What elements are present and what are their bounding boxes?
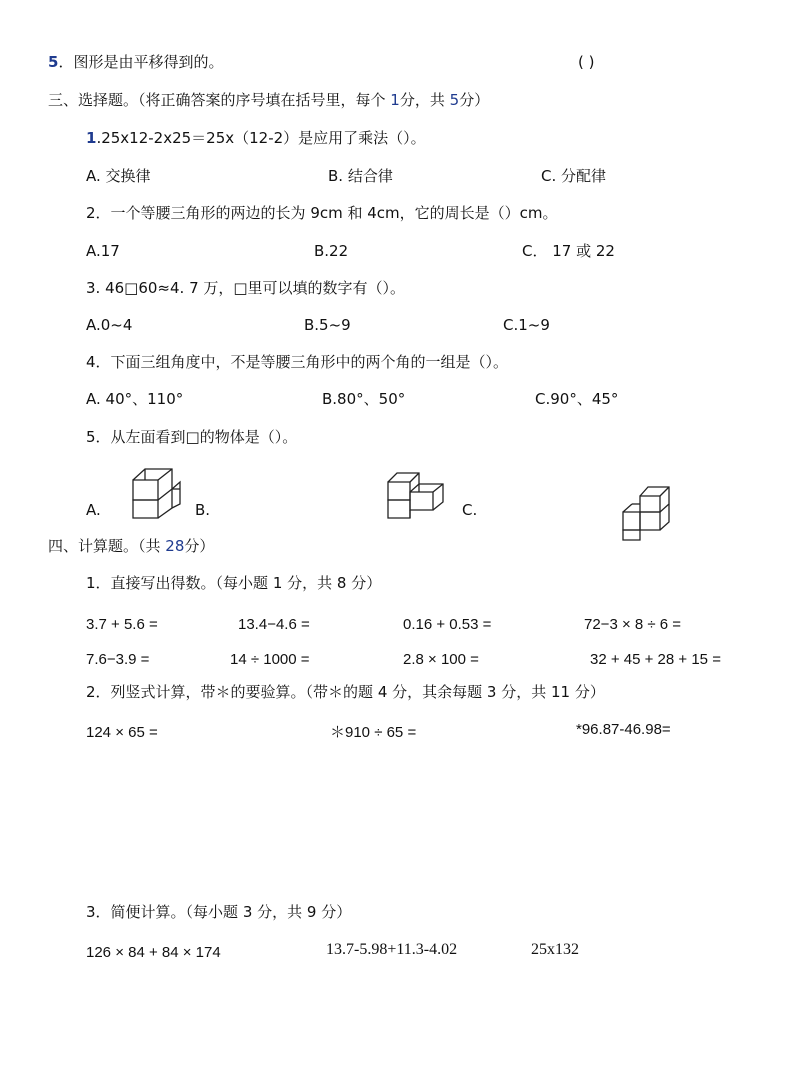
choice-q3-text: 3. 46□60≈4. 7 万，□里可以填的数字有（）。 <box>86 279 406 297</box>
choice-q2-option-b: B.22 <box>314 242 349 260</box>
judge-q5-number: 5 <box>48 53 59 71</box>
part-2-item-1: 124 × 65 = <box>86 724 158 741</box>
part-2-title: 2．列竖式计算，带＊的要验算。（带＊的题 4 分，其余每题 3 分，共 11 分） <box>86 683 605 701</box>
choice-q1-number: 1 <box>86 129 97 147</box>
part-3-item-3: 25x132 <box>531 941 579 958</box>
part-2-item-2: ＊910 ÷ 65 = <box>330 724 417 741</box>
choice-q1-option-b: B. 结合律 <box>328 167 393 185</box>
cube-b-right-front <box>410 492 433 510</box>
choice-q1-text: .25x12-2x25＝25x（12-2）是应用了乘法（）。 <box>96 129 426 147</box>
section-3-title <box>48 90 489 110</box>
cube-figure-c <box>620 482 676 544</box>
choice-q4-option-a: A. 40°、110° <box>86 390 184 408</box>
section-3-title-text: 三、选择题。（将正确答案的序号填在括号里，每个 <box>48 91 386 109</box>
part-1-item-3: 0.16 + 0.53 = <box>403 616 492 633</box>
cube-a-side <box>172 482 180 508</box>
choice-q1-option-a: A. 交换律 <box>86 167 151 185</box>
cube-c-left <box>623 512 640 530</box>
part-1-item-5: 7.6−3.9 = <box>86 651 150 668</box>
cube-c-edge2 <box>623 504 632 512</box>
judge-q5-text: ．图形是由平移得到的。 <box>58 53 224 71</box>
cube-b-edge2 <box>433 484 443 492</box>
section-3-total: 5 <box>449 91 460 109</box>
choice-q3-option-c: C.1~9 <box>503 316 550 334</box>
section-3-mid: 分，共 <box>399 91 445 109</box>
choice-q5-option-b: B. <box>195 501 211 519</box>
section-4-title <box>48 536 214 556</box>
cube-c-top <box>640 496 660 512</box>
cube-a-front-bottom <box>133 500 158 518</box>
choice-q2-option-c: C． 17 或 22 <box>522 242 615 260</box>
choice-q5-option-c: C. <box>462 501 478 519</box>
part-3-item-2: 13.7-5.98+11.3-4.02 <box>326 941 458 958</box>
cube-c-left-bottom <box>623 530 640 540</box>
choice-q5-option-a: A. <box>86 501 101 519</box>
choice-q4-text: 4．下面三组角度中，不是等腰三角形中的两个角的一组是（）。 <box>86 353 509 371</box>
choice-q5-text: 5．从左面看到□的物体是（）。 <box>86 428 298 446</box>
section-4-score: 28 <box>165 537 185 555</box>
cube-b-front-top <box>388 482 410 500</box>
cube-a-edge <box>158 469 172 480</box>
choice-q1 <box>86 128 426 148</box>
choice-q4-option-b: B.80°、50° <box>322 390 406 408</box>
section-4-title-text: 四、计算题。（共 <box>48 537 161 555</box>
section-3-per-score: 1 <box>390 91 400 109</box>
cube-a-front-top <box>133 480 158 500</box>
choice-q4-option-c: C.90°、45° <box>535 390 619 408</box>
part-1-item-2: 13.4−4.6 = <box>238 616 310 633</box>
choice-q2-option-a: A.17 <box>86 242 120 260</box>
cube-figure-a <box>128 466 184 520</box>
part-1-item-1: 3.7 + 5.6 = <box>86 616 158 633</box>
part-1-item-7: 2.8 × 100 = <box>403 651 479 668</box>
section-4-end: 分） <box>184 537 215 555</box>
part-1-item-4: 72−3 × 8 ÷ 6 = <box>584 616 682 633</box>
part-3-item-1: 126 × 84 + 84 × 174 <box>86 944 221 961</box>
part-1-item-8: 32 + 45 + 28 + 15 = <box>590 651 721 668</box>
choice-q1-option-c: C. 分配律 <box>541 167 607 185</box>
part-1-title: 1．直接写出得数。（每小题 1 分，共 8 分） <box>86 574 382 592</box>
judge-q5 <box>48 52 223 72</box>
part-2-item-3: *96.87-46.98= <box>576 721 671 738</box>
part-3-title: 3．简便计算。（每小题 3 分，共 9 分） <box>86 903 352 921</box>
section-3-end: 分） <box>459 91 490 109</box>
part-1-item-6: 14 ÷ 1000 = <box>230 651 310 668</box>
cube-b-front-bottom <box>388 500 410 518</box>
choice-q3-option-b: B.5~9 <box>304 316 351 334</box>
cube-c-mid <box>640 512 660 530</box>
cube-c-edge <box>660 487 669 496</box>
cube-a-edge-mid <box>158 489 172 500</box>
choice-q3-option-a: A.0~4 <box>86 316 133 334</box>
cube-b-edge <box>410 473 419 482</box>
choice-q2-text: 2．一个等腰三角形的两边的长为 9cm 和 4cm，它的周长是（）cm。 <box>86 204 558 222</box>
judge-q5-paren: ( ) <box>578 53 595 71</box>
cube-figure-b <box>385 470 449 522</box>
